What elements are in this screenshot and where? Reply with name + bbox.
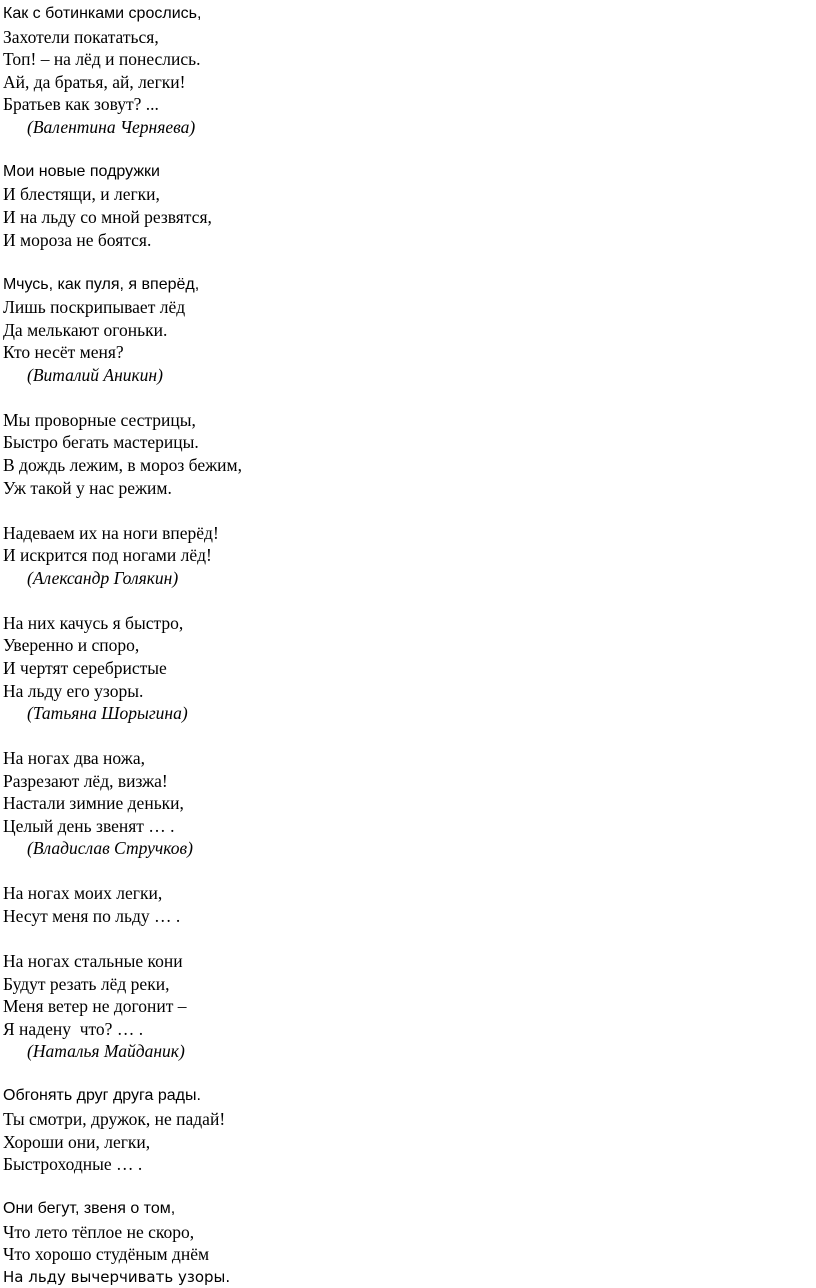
poem-line: И на льду со мной резвятся,: [3, 206, 212, 227]
poem-line: Меня ветер не догонит –: [3, 996, 187, 1017]
poem-line: Ты смотри, дружок, не падай!: [3, 1108, 226, 1129]
poem-line: И чертят серебристые: [3, 657, 167, 678]
poem-line: Братьев как зовут? ...: [3, 94, 159, 115]
poem-line: На ногах два ножа,: [3, 748, 145, 769]
poem-author: (Александр Голякин): [27, 567, 179, 588]
poem-author: (Татьяна Шорыгина): [27, 703, 188, 724]
poem-line: Что лето тёплое не скоро,: [3, 1221, 195, 1242]
poem-line: Разрезают лёд, визжа!: [3, 770, 168, 791]
poem-line: Захотели покататься,: [3, 26, 159, 47]
poem-line: И искрится под ногами лёд!: [3, 545, 212, 566]
poem-line: Лишь поскрипывает лёд: [3, 297, 186, 318]
poem-line: На льду его узоры.: [3, 680, 144, 701]
poem-line: Хороши они, легки,: [3, 1131, 151, 1152]
poem-line: Быстроходные … .: [3, 1154, 143, 1175]
poem-line: Как с ботинками срослись,: [3, 5, 202, 22]
poem-line: На них качусь я быстро,: [3, 612, 184, 633]
poem-line: Настали зимние деньки,: [3, 793, 184, 814]
poem-line: И мороза не боятся.: [3, 229, 152, 250]
poem-line: Мы проворные сестрицы,: [3, 409, 196, 430]
poem-line: И блестящи, и легки,: [3, 184, 160, 205]
poem-line: Что хорошо студёным днём: [3, 1244, 210, 1265]
poem-line: Надеваем их на ноги вперёд!: [3, 522, 219, 543]
poem-line: Ай, да братья, ай, легки!: [3, 71, 186, 92]
poem-author: (Виталий Аникин): [27, 364, 163, 385]
poem-line: Да мелькают огоньки.: [3, 319, 168, 340]
poem-author: (Владислав Стручков): [27, 838, 193, 859]
poem-line: Уверенно и споро,: [3, 635, 140, 656]
poem-line: На льду вычерчивать узоры.: [3, 1267, 231, 1286]
poem-line: На ногах моих легки,: [3, 883, 163, 904]
poem-line: Уж такой у нас режим.: [3, 477, 172, 498]
poem-line: Кто несёт меня?: [3, 342, 124, 363]
poem-line: Обгонять друг друга рады.: [3, 1087, 201, 1105]
poem-line: В дождь лежим, в мороз бежим,: [3, 455, 242, 475]
poem-line: Мои новые подружки: [3, 162, 160, 180]
poem-line: Мчусь, как пуля, я вперёд,: [3, 275, 200, 293]
poem-line: Я надену что? … .: [3, 1018, 144, 1039]
poem-line: Они бегут, звеня о том,: [3, 1200, 176, 1218]
poem-line: Будут резать лёд реки,: [3, 973, 170, 994]
poem-author: (Валентина Черняева): [27, 116, 196, 137]
poem-line: На ногах стальные кони: [3, 951, 183, 972]
poem-line: Быстро бегать мастерицы.: [3, 432, 199, 453]
poem-line: Целый день звенят … .: [3, 815, 175, 836]
poem-author: (Наталья Майданик): [27, 1041, 185, 1062]
poem-line: Топ! – на лёд и понеслись.: [3, 49, 201, 70]
poem-line: Несут меня по льду … .: [3, 906, 181, 926]
